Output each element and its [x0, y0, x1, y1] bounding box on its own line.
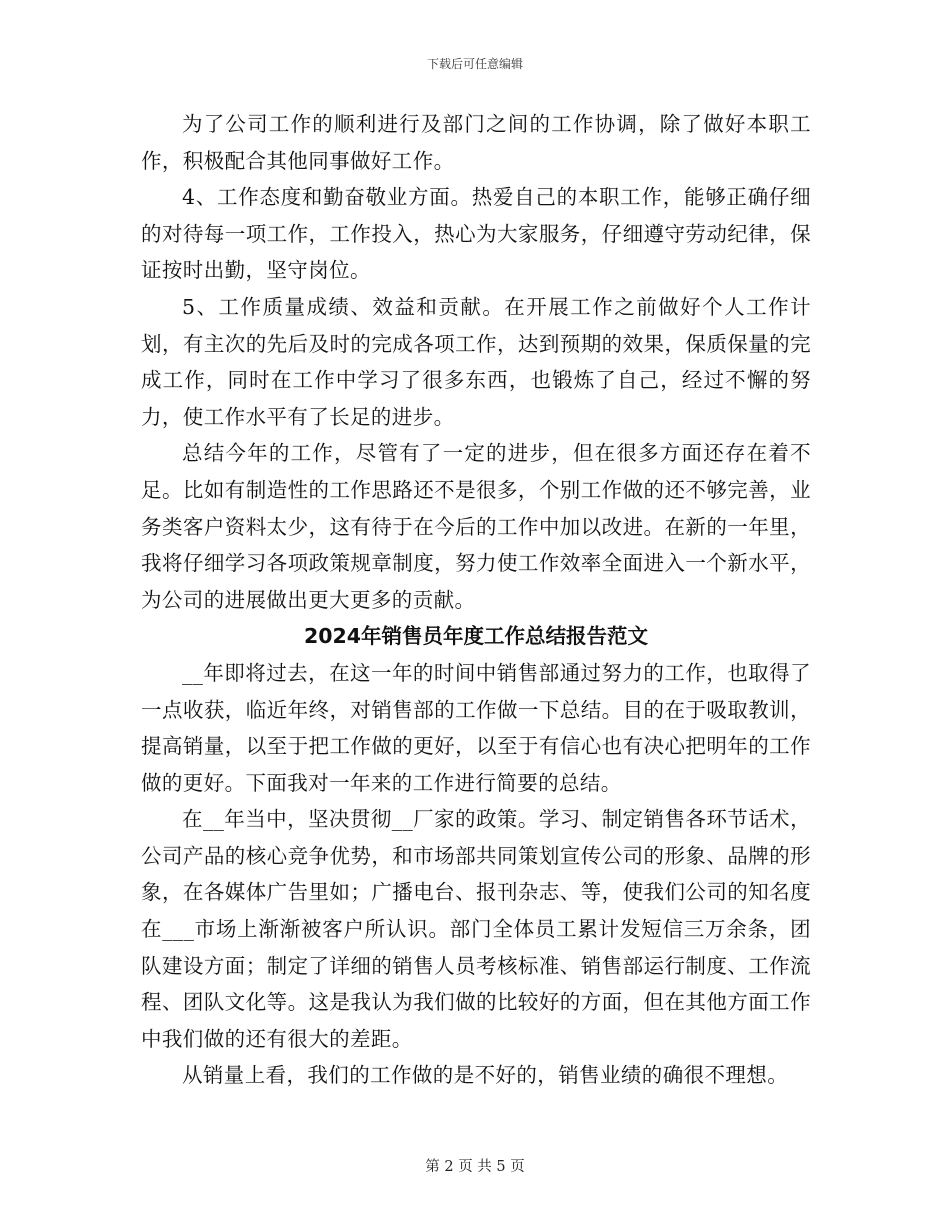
page-number: 第 2 页 共 5 页: [425, 1159, 525, 1175]
document-body: [141, 106, 811, 1094]
paragraph-work-attitude: 4、工作态度和勤奋敬业方面。热爱自己的本职工作，能够正确仔细的对待每一项工作，工作投入，热心为大家服务，仔细遵守劳动纪律，保证按时出勤，坚守岗位。: [141, 185, 811, 283]
paragraph-coordination: 为了公司工作的顺利进行及部门之间的工作协调，除了做好本职工作，积极配合其他同事做好工作。: [141, 112, 811, 173]
section-title: 2024年销售员年度工作总结报告范文: [303, 624, 649, 649]
paragraph-sales-volume: 从销量上看，我们的工作做的是不好的，销售业绩的确很不理想。: [182, 1063, 789, 1088]
paragraph-intro: __年即将过去，在这一年的时间中销售部通过努力的工作，也取得了一点收获，临近年终，对销售部的工作做一下总结。目的在于吸取教训，提高销量，以至于把工作做的更好，以至于有信心也有决心把明年的工作做的更好。下面我对一年来的工作进行简要的总结。: [141, 660, 811, 795]
paragraph-work-quality: 5、工作质量成绩、效益和贡献。在开展工作之前做好个人工作计划，有主次的先后及时的完成各项工作，达到预期的效果，保质保量的完成工作，同时在工作中学习了很多东西，也锻炼了自己，经过不懈的努力，使工作水平有了长足的进步。: [141, 294, 811, 429]
paragraph-policy: 在__年当中，坚决贯彻__厂家的政策。学习、制定销售各环节话术，公司产品的核心竞争优势，和市场部共同策划宣传公司的形象、品牌的形象，在各媒体广告里如；广播电台、报刊杂志、等，使我们公司的知名度在___市场上渐渐被客户所认识。部门全体员工累计发短信三万余条，团队建设方面；制定了详细的销售人员考核标准、销售部运行制度、工作流程、团队文化等。这是我认为我们做的比较好的方面，但在其他方面工作中我们做的还有很大的差距。: [141, 807, 811, 1051]
paragraph-year-summary: 总结今年的工作，尽管有了一定的进步，但在很多方面还存在着不足。比如有制造性的工作思路还不是很多，个别工作做的还不够完善，业务类客户资料太少，这有待于在今后的工作中加以改进。在新的一年里，我将仔细学习各项政策规章制度，努力使工作效率全面进入一个新水平，为公司的进展做出更大更多的贡献。: [141, 441, 811, 612]
page-header: 下载后可任意编辑: [426, 57, 523, 71]
